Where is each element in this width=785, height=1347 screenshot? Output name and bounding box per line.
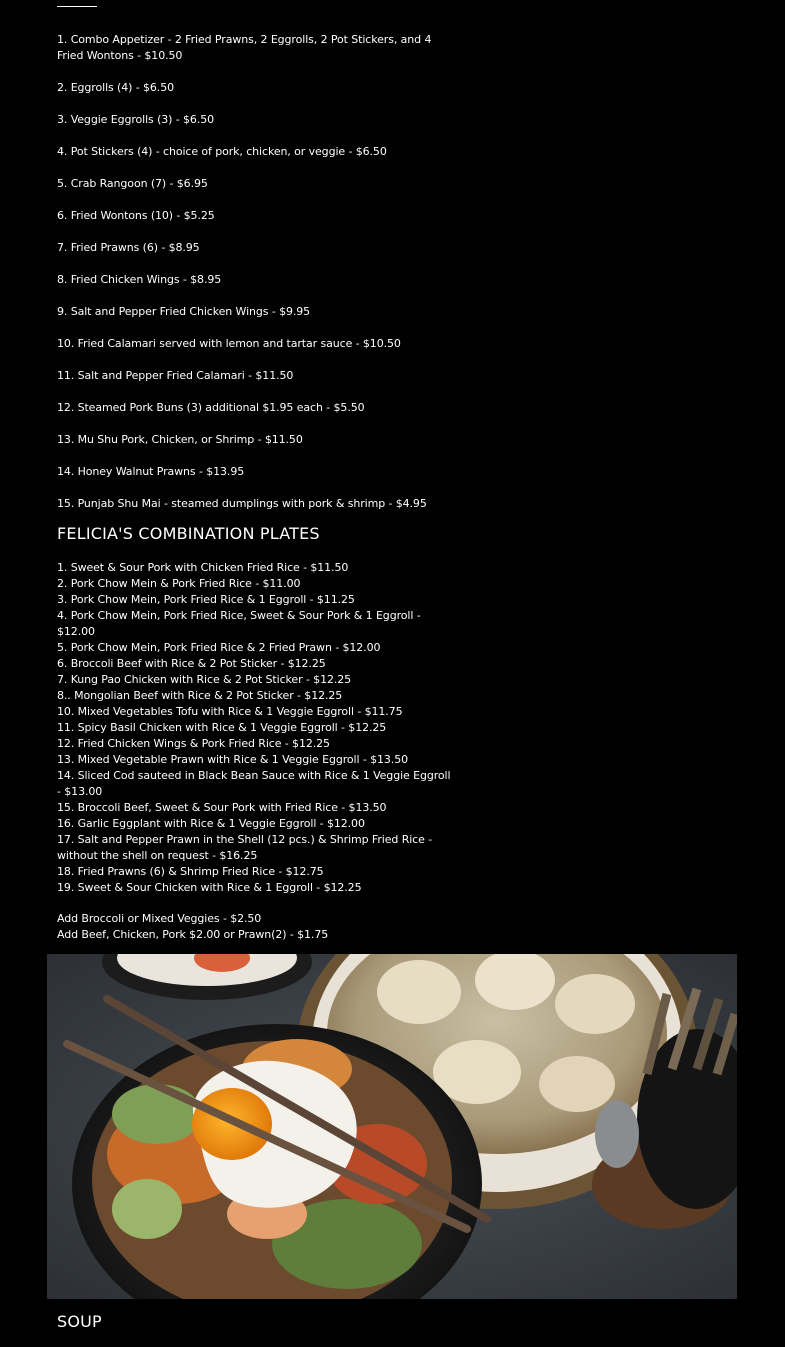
list-item: 14. Honey Walnut Prawns - $13.95 [57, 465, 245, 478]
list-item: 3. Pork Chow Mein, Pork Fried Rice & 1 Eggroll - $11.25 [57, 593, 355, 606]
list-item: 2. Pork Chow Mein & Pork Fried Rice - $11.00 [57, 577, 301, 590]
list-item: 18. Fried Prawns (6) & Shrimp Fried Rice - $12.75 [57, 865, 324, 878]
list-item: 8.. Mongolian Beef with Rice & 2 Pot Sticker - $12.25 [57, 689, 343, 702]
list-item: 17. Salt and Pepper Prawn in the Shell (12 pcs.) & Shrimp Fried Rice - without the shell on request - $16.25 [57, 833, 433, 862]
list-item: 10. Fried Calamari served with lemon and tartar sauce - $10.50 [57, 337, 401, 350]
addon-list [57, 911, 457, 943]
addon-item: Add Broccoli or Mixed Veggies - $2.50 [57, 912, 262, 925]
list-item: 13. Mixed Vegetable Prawn with Rice & 1 Veggie Eggroll - $13.50 [57, 753, 408, 766]
list-item: 2. Eggrolls (4) - $6.50 [57, 81, 174, 94]
list-item: 5. Crab Rangoon (7) - $6.95 [57, 177, 208, 190]
list-item: 7. Fried Prawns (6) - $8.95 [57, 241, 200, 254]
list-item: 10. Mixed Vegetables Tofu with Rice & 1 Veggie Eggroll - $11.75 [57, 705, 403, 718]
list-item: 12. Steamed Pork Buns (3) additional $1.95 each - $5.50 [57, 401, 365, 414]
list-item: 4. Pork Chow Mein, Pork Fried Rice, Sweet & Sour Pork & 1 Eggroll - $12.00 [57, 609, 421, 638]
list-item: 3. Veggie Eggrolls (3) - $6.50 [57, 113, 215, 126]
section-title-soup: SOUP [57, 1312, 102, 1331]
addon-item: Add Beef, Chicken, Pork $2.00 or Prawn(2) - $1.75 [57, 928, 329, 941]
list-item: 5. Pork Chow Mein, Pork Fried Rice & 2 Fried Prawn - $12.00 [57, 641, 381, 654]
list-item: 13. Mu Shu Pork, Chicken, or Shrimp - $11.50 [57, 433, 303, 446]
list-item: 16. Garlic Eggplant with Rice & 1 Veggie Eggroll - $12.00 [57, 817, 365, 830]
list-item: 12. Fried Chicken Wings & Pork Fried Rice - $12.25 [57, 737, 330, 750]
list-item: 6. Broccoli Beef with Rice & 2 Pot Sticker - $12.25 [57, 657, 326, 670]
list-item: 19. Sweet & Sour Chicken with Rice & 1 Eggroll - $12.25 [57, 881, 362, 894]
list-item: 1. Sweet & Sour Pork with Chicken Fried Rice - $11.50 [57, 561, 349, 574]
list-item: 15. Punjab Shu Mai - steamed dumplings with pork & shrimp - $4.95 [57, 497, 427, 510]
divider-rule [57, 6, 97, 7]
list-item: 11. Spicy Basil Chicken with Rice & 1 Veggie Eggroll - $12.25 [57, 721, 387, 734]
list-item: 11. Salt and Pepper Fried Calamari - $11.50 [57, 369, 294, 382]
food-photo [47, 954, 737, 1299]
list-item: 14. Sliced Cod sauteed in Black Bean Sauce with Rice & 1 Veggie Eggroll - $13.00 [57, 769, 451, 798]
list-item: 9. Salt and Pepper Fried Chicken Wings - $9.95 [57, 305, 311, 318]
list-item: 1. Combo Appetizer - 2 Fried Prawns, 2 Eggrolls, 2 Pot Stickers, and 4 Fried Wontons - $10.50 [57, 33, 432, 62]
appetizer-list [57, 32, 457, 528]
list-item: 6. Fried Wontons (10) - $5.25 [57, 209, 215, 222]
list-item: 15. Broccoli Beef, Sweet & Sour Pork with Fried Rice - $13.50 [57, 801, 387, 814]
list-item: 8. Fried Chicken Wings - $8.95 [57, 273, 222, 286]
list-item: 7. Kung Pao Chicken with Rice & 2 Pot Sticker - $12.25 [57, 673, 352, 686]
list-item: 4. Pot Stickers (4) - choice of pork, chicken, or veggie - $6.50 [57, 145, 387, 158]
section-title-combination-plates: FELICIA'S COMBINATION PLATES [57, 524, 320, 543]
combination-plate-list [57, 560, 452, 896]
